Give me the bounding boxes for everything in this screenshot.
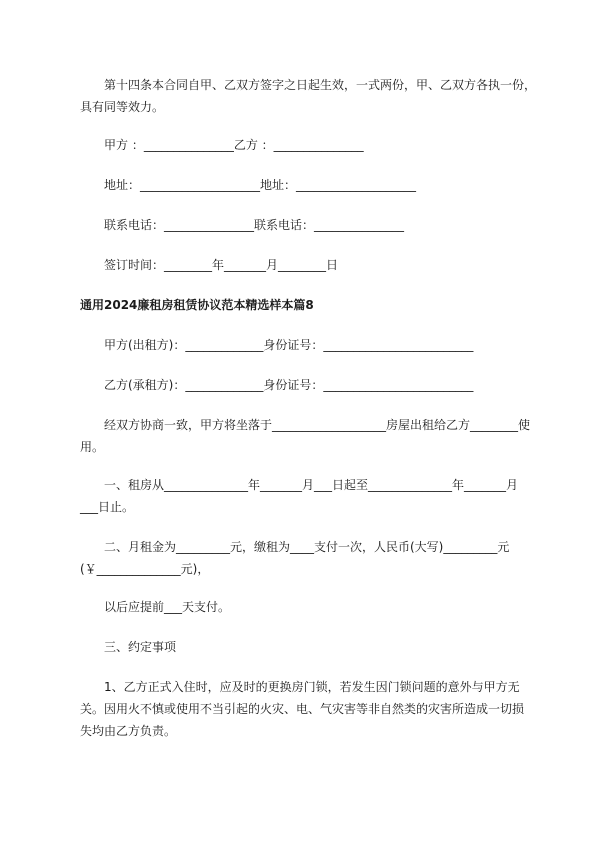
item-1-line-3: 失均由乙方负责。 [80,724,177,738]
section-title: 通用2024廉租房租赁协议范本精选样本篇8 [80,298,314,312]
item-1-line-2: 关。因用火不慎或使用不当引起的火灾、电、气灾害等非自然类的灾害所造成一切损 [80,702,525,716]
item-1-line-1: 1、乙方正式入住时，应及时的更换房门锁，若发生因门锁问题的意外与甲方无 [104,680,520,694]
agreement-line-1: 经双方协商一致，甲方将坐落于___________________房屋出租给乙方________使 [104,418,531,432]
phone-line: 联系电话：_______________联系电话：_______________ [104,218,405,232]
lease-term-line-1: 一、租房从______________年_______月___日起至______________年_______月 [104,478,519,492]
lessee-line: 乙方(承租方)：_____________身份证号：_________________________ [104,378,474,392]
address-line: 地址：____________________地址：____________________ [104,178,417,192]
agreement-items-title: 三、约定事项 [104,640,177,654]
sign-date-line: 签订时间：________年_______月________日 [104,258,339,272]
lessor-line: 甲方(出租方)：_____________身份证号：_________________________ [104,338,474,352]
advance-payment-line: 以后应提前___天支付。 [104,600,231,614]
rent-line-2: (￥______________元)， [80,562,210,576]
party-signature-line: 甲方 ：_______________乙方 ：_______________ [104,138,364,152]
clause-14-line-1: 第十四条本合同自甲、乙双方签字之日起生效，一式两份，甲、乙双方各执一份， [104,78,537,92]
lease-term-line-2: ___日止。 [80,500,135,514]
agreement-line-2: 用。 [80,440,105,454]
clause-14-line-2: 具有同等效力。 [80,100,165,114]
rent-line-1: 二、月租金为_________元，缴租为____支付一次，人民币(大写)_________元 [104,540,510,554]
